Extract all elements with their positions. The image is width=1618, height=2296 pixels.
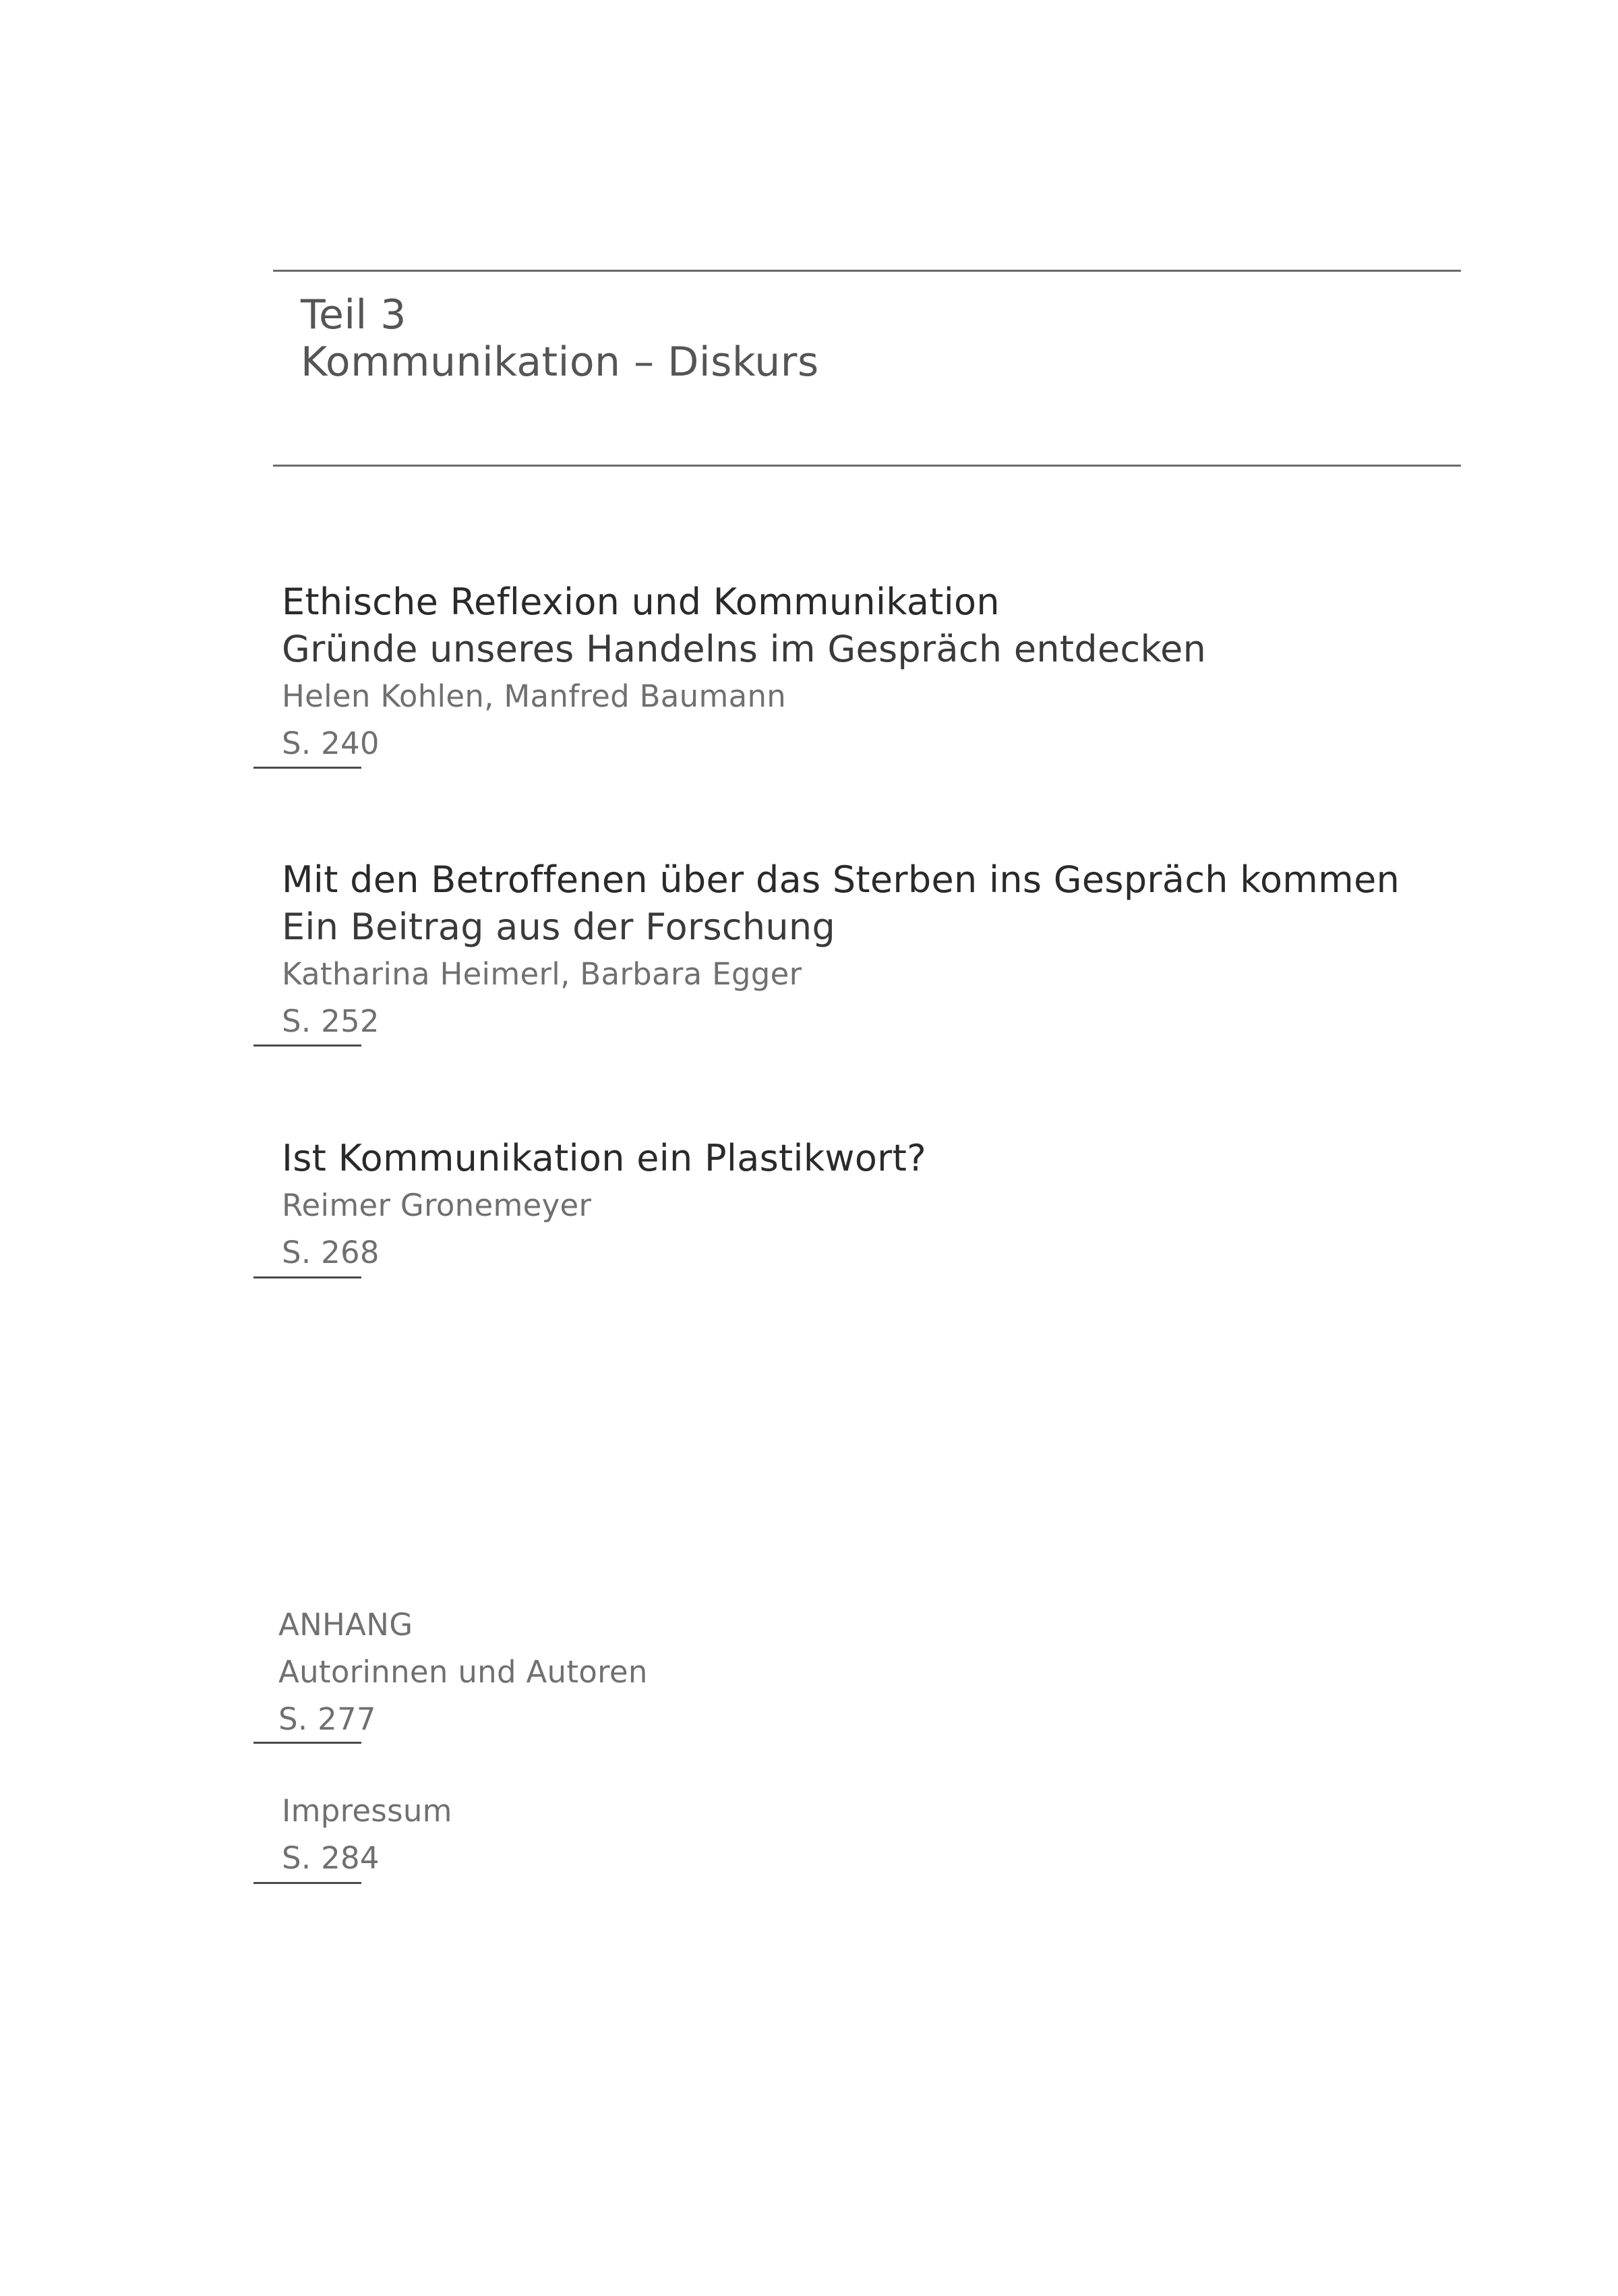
header-top-rule (273, 270, 1461, 272)
entry-page-number: S. 240 (282, 726, 380, 761)
toc-entry-1[interactable] (282, 579, 1206, 767)
entry-title: Ethische Reflexion und Kommunikation (282, 581, 1000, 623)
entry-page-number: S. 252 (282, 1003, 380, 1039)
page-underline (253, 1276, 361, 1278)
appendix-item-authors[interactable] (278, 1649, 648, 1743)
part-heading (301, 291, 819, 386)
toc-entry-2[interactable] (282, 856, 1400, 1045)
appendix-item-page: S. 284 (282, 1840, 380, 1876)
appendix-heading: ANHANG (278, 1607, 413, 1643)
appendix-item-impressum[interactable] (282, 1788, 452, 1882)
page-underline (253, 1742, 361, 1744)
appendix-item-label: Autorinnen und Autoren (278, 1654, 648, 1690)
header-bottom-rule (273, 465, 1461, 467)
appendix-item-label: Impressum (282, 1793, 452, 1829)
entry-title: Ist Kommunikation ein Plastikwort? (282, 1137, 927, 1179)
entry-authors: Reimer Gronemeyer (282, 1187, 592, 1223)
toc-entry-3[interactable] (282, 1135, 926, 1276)
entry-page-number: S. 268 (282, 1235, 380, 1270)
entry-subtitle: Ein Beitrag aus der Forschung (282, 906, 836, 948)
appendix-section (278, 1601, 648, 1743)
entry-authors: Helen Kohlen, Manfred Baumann (282, 678, 787, 714)
page-underline (253, 767, 361, 769)
appendix-item-page: S. 277 (278, 1701, 376, 1737)
part-title: Kommunikation – Diskurs (301, 338, 819, 386)
page-underline (253, 1044, 361, 1047)
entry-authors: Katharina Heimerl, Barbara Egger (282, 956, 802, 992)
entry-subtitle: Gründe unseres Handelns im Gespräch entdecken (282, 628, 1207, 670)
part-number: Teil 3 (301, 291, 407, 338)
entry-title: Mit den Betroffenen über das Sterben ins Gespräch kommen (282, 858, 1400, 901)
page-underline (253, 1882, 361, 1884)
